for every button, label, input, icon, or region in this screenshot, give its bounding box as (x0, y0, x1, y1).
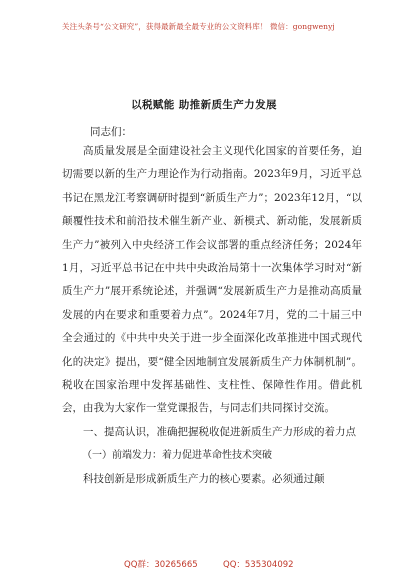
paragraph-intro: 高质量发展是全面建设社会主义现代化国家的首要任务，迫切需要以新的生产力理论作为行动指南。2023年9月，习近平总书记在黑龙江考察调研时提到“新质生产力”；2023年12月，“以颠覆性技术和前沿技术催生新产业、新模式、新动能，发展新质生产力”被列入中央经济工作会议部署的重点经济任务；2024年1月，习近平总书记在中共中央政治局第十一次集体学习时对“新质生产力”展开系统论述，并强调“发展新质生产力是推动高质量发展的内在要求和重要着力点”。2024年7月，党的二十届三中全会通过的《中共中央关于进一步全面深化改革推进中国式现代化的决定》提出，要“健全因地制宜发展新质生产力体制机制”。税收在国家治理中发挥基础性、支柱性、保障性作用。借此机会，由我为大家作一堂党课报告，与同志们共同探讨交流。 (62, 145, 362, 415)
document-title: 以税赋能 助推新质生产力发展 (131, 99, 277, 111)
promo-header (0, 0, 408, 44)
document-body (62, 140, 362, 491)
section-heading-1: 一、提高认识，准确把握税收促进新质生产力形成的着力点 (83, 425, 356, 438)
qq-group-number: QQ群：30265665 (124, 560, 198, 570)
subsection-heading-1: （一）前端发力：着力促进革命性技术突破 (82, 450, 272, 462)
salutation: 同志们： (90, 126, 132, 138)
promo-text: 关注头条号“公文研究”，获得最新最全最专业的公文资料库！ 微信：gongwenyj (62, 22, 335, 31)
qq-number: QQ：535304092 (223, 560, 294, 570)
paragraph-tech: 科技创新是形成新质生产力的核心要素。必须通过颠 (83, 472, 325, 485)
